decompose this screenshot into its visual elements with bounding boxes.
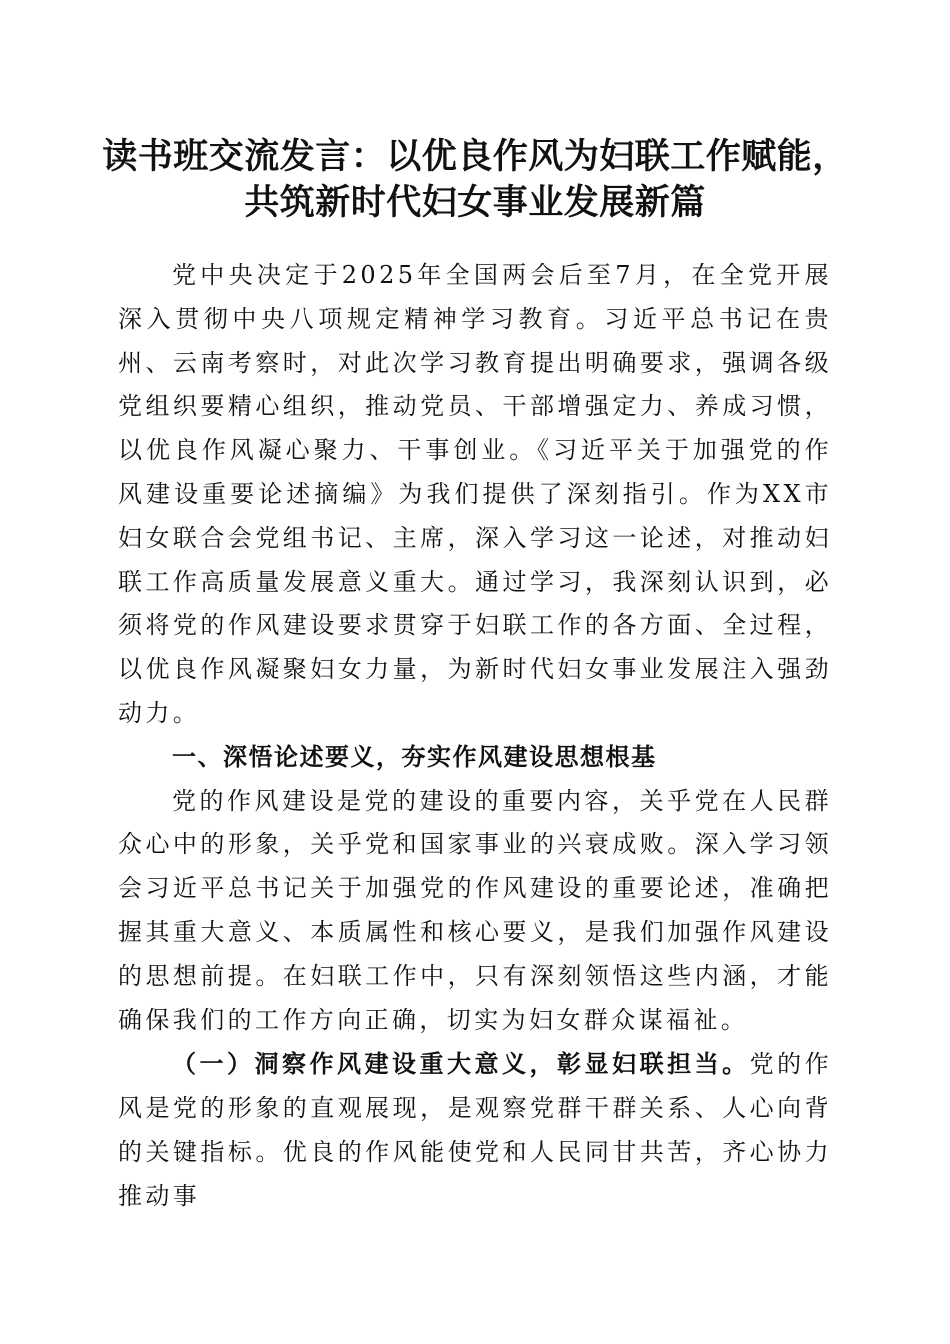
paragraph-section-1: 党的作风建设是党的建设的重要内容，关乎党在人民群众心中的形象，关乎党和国家事业的兴衰成败。深入学习领会习近平总书记关于加强党的作风建设的重要论述，准确把握其重大意义、本质属性和核心要义，是我们加强作风建设的思想前提。在妇联工作中，只有深刻领悟这些内涵，才能确保我们的工作方向正确，切实为妇女群众谋福祉。: [118, 786, 832, 1034]
paragraph-subsection-1: [118, 1042, 832, 1218]
title-line-2: 共筑新时代妇女事业发展新篇: [244, 183, 706, 223]
subsection-text: 党的作风是党的形象的直观展现，是观察党群干群关系、人心向背的关键指标。优良的作风能使党和人民同甘共苦，齐心协力推动事: [118, 1050, 833, 1210]
document-body: [118, 254, 832, 1219]
paragraph-intro: 党中央决定于2025年全国两会后至7月，在全党开展深入贯彻中央八项规定精神学习教育。习近平总书记在贵州、云南考察时，对此次学习教育提出明确要求，强调各级党组织要精心组织，推动党员、干部增强定力、养成习惯，以优良作风凝心聚力、干事创业。《习近平关于加强党的作风建设重要论述摘编》为我们提供了深刻指引。作为XX市妇女联合会党组书记、主席，深入学习这一论述，对推动妇联工作高质量发展意义重大。通过学习，我深刻认识到，必须将党的作风建设要求贯穿于妇联工作的各方面、全过程，以优良作风凝聚妇女力量，为新时代妇女事业发展注入强劲动力。: [118, 261, 832, 727]
subsection-lead: （一）洞察作风建设重大意义，彰显妇联担当。: [172, 1049, 750, 1079]
title-line-1: 读书班交流发言：以优良作风为妇联工作赋能，: [102, 137, 848, 177]
section-heading-1: 一、深悟论述要义，夯实作风建设思想根基: [172, 742, 657, 771]
document-title: [0, 134, 950, 226]
